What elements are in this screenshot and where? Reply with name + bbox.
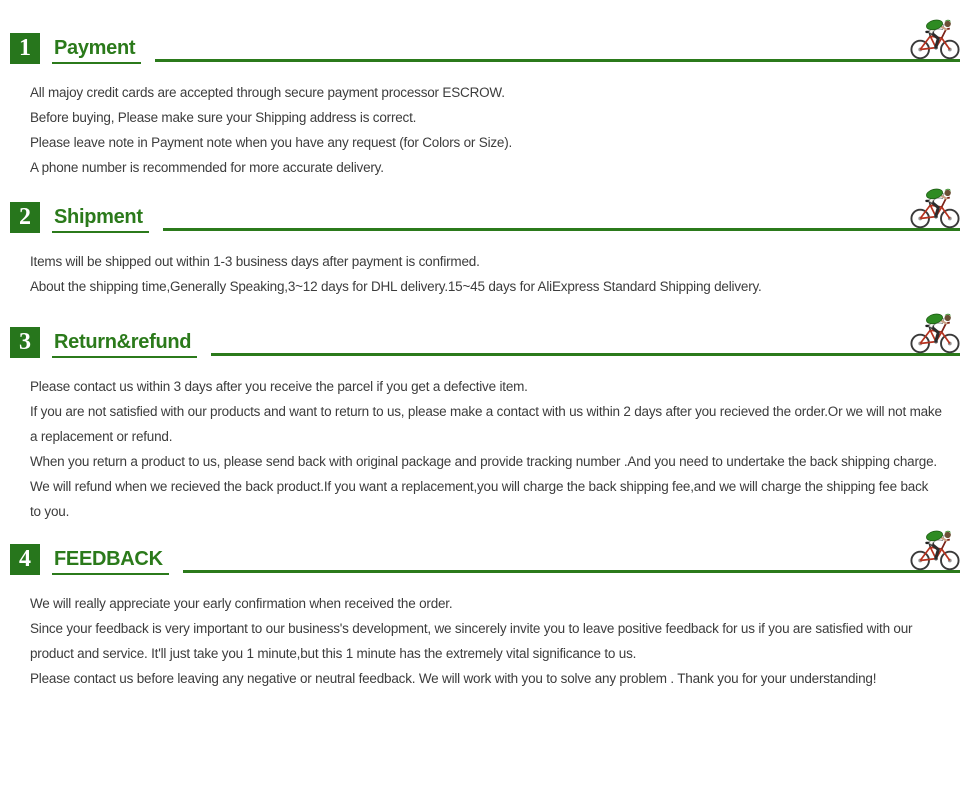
paragraph: When you return a product to us, please send back with original package and provide tracking number .And you need to undertake the back shipping charge. [30,454,937,469]
section-rule [155,59,960,62]
section-rule [183,570,960,573]
section-header [10,31,960,64]
section-return-refund [0,325,960,524]
paragraph: We will refund when we recieved the back product.If you want a replacement,you will charge the back shipping fee,and we will charge the shipping fee back to you. [30,479,929,519]
paragraph: All majoy credit cards are accepted through secure payment processor ESCROW. [30,85,505,100]
section-body [30,249,942,299]
paragraph: If you are not satisfied with our products and want to return to us, please make a contact with us within 2 days after you recieved the order.Or we will not make a replacement or refund. [30,404,942,444]
section-title: Payment [52,38,141,64]
section-header [10,200,960,233]
paragraph: Please contact us within 3 days after you receive the parcel if you get a defective item. [30,379,528,394]
section-payment [0,31,960,180]
paragraph: Before buying, Please make sure your Shipping address is correct. [30,110,417,125]
cyclist-icon [908,187,960,229]
section-body [30,374,942,524]
section-number-badge: 2 [10,202,40,233]
section-number-badge: 1 [10,33,40,64]
section-header [10,542,960,575]
paragraph: We will really appreciate your early confirmation when received the order. [30,596,453,611]
paragraph: Items will be shipped out within 1-3 business days after payment is confirmed. [30,254,480,269]
section-title: FEEDBACK [52,549,169,575]
cyclist-icon [908,18,960,60]
paragraph: Please contact us before leaving any negative or neutral feedback. We will work with you to solve any problem . Thank you for your understanding! [30,671,877,686]
section-title: Shipment [52,207,149,233]
paragraph: Since your feedback is very important to our business's development, we sincerely invite you to leave positive feedback for us if you are satisfied with our product and service. It'll just take you 1 minute,but this 1 minute has the extremely vital significance to us. [30,621,913,661]
section-shipment [0,200,960,299]
section-feedback [0,542,960,691]
section-body [30,591,942,691]
cyclist-icon [908,529,960,571]
section-number-badge: 4 [10,544,40,575]
section-header [10,325,960,358]
section-body [30,80,942,180]
seller-policy-page [0,31,960,789]
paragraph: A phone number is recommended for more accurate delivery. [30,160,384,175]
section-number-badge: 3 [10,327,40,358]
paragraph: About the shipping time,Generally Speaking,3~12 days for DHL delivery.15~45 days for AliExpress Standard Shipping delivery. [30,279,762,294]
section-title: Return&refund [52,332,197,358]
cyclist-icon [908,312,960,354]
section-rule [163,228,960,231]
paragraph: Please leave note in Payment note when you have any request (for Colors or Size). [30,135,513,150]
section-rule [211,353,960,356]
